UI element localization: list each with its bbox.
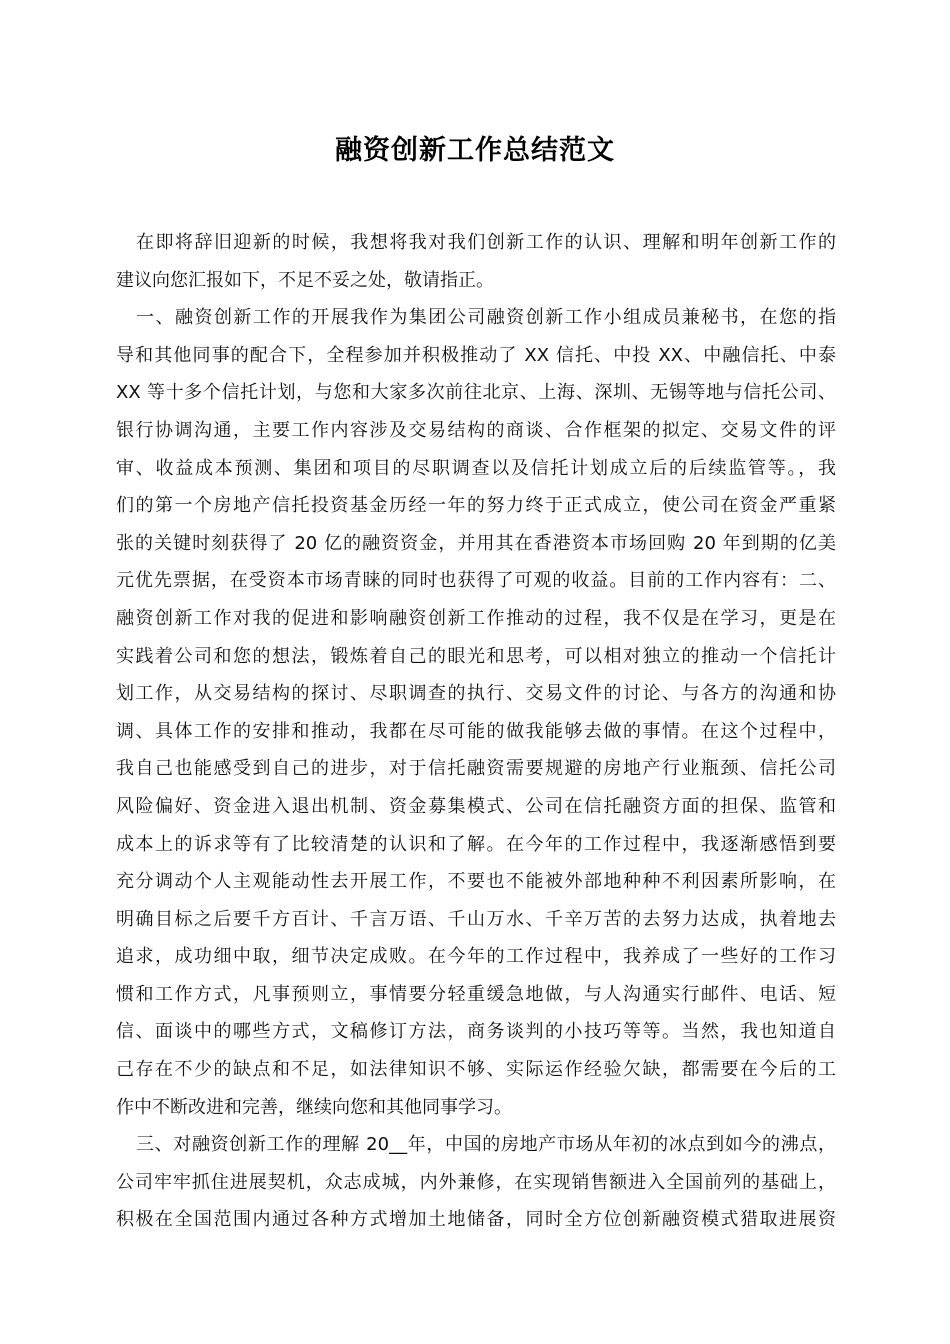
text-line: 三、对融资创新工作的理解 20__年，中国的房地产市场从年初的冰点到如今的沸点，: [136, 1134, 836, 1156]
text-line: 公司牢牢抓住进展契机，众志成城，内外兼修，在实现销售额进入全国前列的基础上，: [116, 1171, 836, 1193]
text-line: 融资创新工作对我的促进和影响融资创新工作推动的过程，我不仅是在学习，更是在: [116, 607, 836, 629]
text-line: 积极在全国范围内通过各种方式增加土地储备，同时全方位创新融资模式猎取进展资: [116, 1209, 836, 1231]
text-line: 建议向您汇报如下，不足不妥之处，敬请指正。: [116, 269, 494, 291]
text-line: 在即将辞旧迎新的时候，我想将我对我们创新工作的认识、理解和明年创新工作的: [136, 232, 836, 253]
text-line: 张的关键时刻获得了 20 亿的融资资金，并用其在香港资本市场回购 20 年到期的亿美: [116, 532, 836, 554]
text-line: 己存在不少的缺点和不足，如法律知识不够、实际运作经验欠缺，都需要在今后的工: [116, 1059, 836, 1081]
text-line: 元优先票据，在受资本市场青睐的同时也获得了可观的收益。目前的工作内容有：二、: [116, 570, 836, 592]
text-line: 风险偏好、资金进入退出机制、资金募集模式、公司在信托融资方面的担保、监管和: [116, 795, 836, 817]
text-line: 明确目标之后要千方百计、千言万语、千山万水、千辛万苦的去努力达成，执着地去: [116, 908, 836, 930]
document-title: 融资创新工作总结范文: [335, 135, 615, 166]
text-line: 导和其他同事的配合下，全程参加并积极推动了 XX 信托、中投 XX、中融信托、中泰: [116, 344, 836, 366]
text-line: 作中不断改进和完善，继续向您和其他同事学习。: [116, 1096, 512, 1118]
text-line: XX 等十多个信托计划，与您和大家多次前往北京、上海、深圳、无锡等地与信托公司、: [116, 382, 836, 404]
text-line: 审、收益成本预测、集团和项目的尽职调查以及信托计划成立后的后续监管等。，我: [116, 457, 836, 479]
text-line: 一、融资创新工作的开展我作为集团公司融资创新工作小组成员兼秘书，在您的指: [136, 307, 836, 329]
text-line: 信、面谈中的哪些方式，文稿修订方法，商务谈判的小技巧等等。当然，我也知道自: [116, 1021, 836, 1043]
text-line: 惯和工作方式，凡事预则立，事情要分轻重缓急地做，与人沟通实行邮件、电话、短: [116, 983, 836, 1005]
text-line: 实践着公司和您的想法，锻炼着自己的眼光和思考，可以相对独立的推动一个信托计: [116, 645, 836, 667]
text-line: 划工作，从交易结构的探讨、尽职调查的执行、交易文件的讨论、与各方的沟通和协: [116, 683, 836, 705]
text-line: 调、具体工作的安排和推动，我都在尽可能的做我能够去做的事情。在这个过程中，: [116, 720, 836, 742]
text-line: 银行协调沟通，主要工作内容涉及交易结构的商谈、合作框架的拟定、交易文件的评: [116, 419, 836, 441]
text-line: 充分调动个人主观能动性去开展工作，不要也不能被外部地种种不利因素所影响，在: [116, 871, 836, 893]
text-line: 我自己也能感受到自己的进步，对于信托融资需要规避的房地产行业瓶颈、信托公司: [116, 758, 836, 780]
text-line: 们的第一个房地产信托投资基金历经一年的努力终于正式成立，使公司在资金严重紧: [116, 495, 836, 517]
text-line: 成本上的诉求等有了比较清楚的认识和了解。在今年的工作过程中，我逐渐感悟到要: [116, 833, 836, 855]
text-line: 追求，成功细中取，细节决定成败。在今年的工作过程中，我养成了一些好的工作习: [116, 946, 836, 968]
document-body: [116, 224, 836, 1239]
